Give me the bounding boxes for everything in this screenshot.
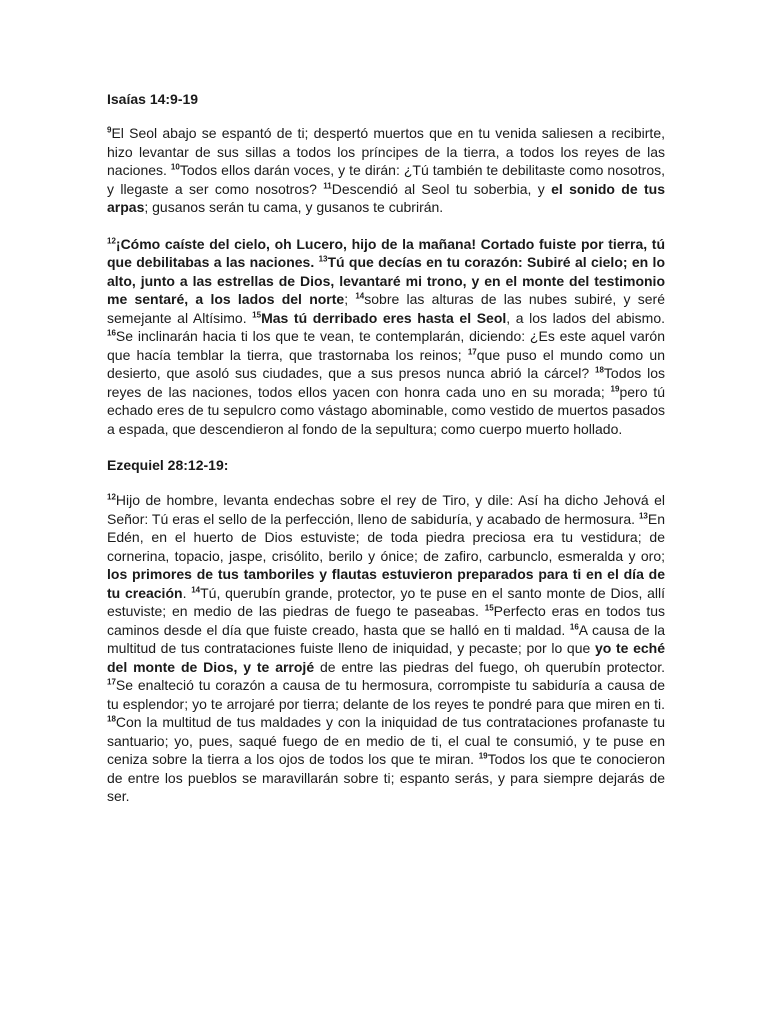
verse-text: Todos ellos darán voces, y te dirán: ¿Tú también te debilitaste como nosotros, y llegaste a ser como nosotros? [107, 162, 665, 197]
verse-text: que puso el mundo como un desierto, que asoló sus ciudades, que a sus presos nunca abrió la cárcel? [107, 346, 665, 381]
verse-number: 17 [467, 346, 477, 356]
verse-number: 16 [107, 328, 116, 338]
verse-text: . [182, 584, 192, 601]
paragraph-isaias-9-11 [107, 124, 665, 217]
verse-text: ; [344, 291, 356, 307]
paragraph-ezequiel-12-19 [107, 491, 665, 806]
verse-text: pero tú echado eres de tu sepulcro como vástago abominable, como vestido de muertos pasados a espada, que descendieron al fondo de la sepultura; como cuerpo muerto hollado. [107, 383, 665, 437]
emphasized-text: ¡Cómo caíste del cielo, oh Lucero, hijo de la mañana! Cortado fuiste por tierra, tú que debilitabas a las naciones. [107, 235, 665, 270]
emphasized-text: Tú que decías en tu corazón: Subiré al cielo; en lo alto, junto a las estrellas de Dios, levantaré mi trono, y en el monte del testimonio me sentaré, a los lados del norte [107, 254, 665, 307]
verse-number: 11 [323, 180, 332, 190]
emphasized-text: yo te eché del monte de Dios, y te arrojé [107, 640, 665, 675]
verse-number: 19 [478, 751, 488, 761]
verse-number: 10 [170, 162, 180, 172]
verse-number: 13 [318, 254, 328, 264]
verse-number: 15 [484, 603, 494, 613]
verse-text: En Edén, en el huerto de Dios estuviste; de toda piedra preciosa era tu vestidura; de cornerina, topacio, jaspe, crisólito, berilo y ónice; de zafiro, carbunclo, esmeralda y oro; [107, 510, 665, 564]
verse-text: A causa de la multitud de tus contrataciones fuiste lleno de iniquidad, y pecaste; por lo que [107, 621, 665, 656]
emphasized-text: los primores de tus tamboriles y flautas estuvieron preparados para ti en el día de tu creación [107, 566, 665, 601]
verse-number: 19 [610, 383, 620, 393]
heading-isaias: Isaías 14:9-19 [107, 91, 199, 107]
verse-number: 18 [595, 365, 604, 375]
verse-number: 16 [569, 621, 579, 631]
verse-text: de entre las piedras del fuego, oh querubín protector. [314, 658, 665, 675]
verse-number: 14 [191, 584, 201, 594]
verse-text: Se enalteció tu corazón a causa de tu hermosura, corrompiste tu sabiduría a causa de tu esplendor; yo te arrojaré por tierra; delante de los reyes te pondré para que miren en ti. [107, 677, 665, 712]
verse-text: Perfecto eras en todos tus caminos desde el día que fuiste creado, hasta que se halló en ti maldad. [107, 603, 665, 638]
verse-text: Tú, querubín grande, protector, yo te puse en el santo monte de Dios, allí estuviste; en medio de las piedras de fuego te paseabas. [107, 584, 665, 619]
verse-text: Con la multitud de tus maldades y con la iniquidad de tus contrataciones profanaste tu santuario; yo, pues, saqué fuego de en medio de ti, el cual te consumió, y te puse en ceniza sobre la tierra a los ojos de todos los que te miran. [107, 714, 665, 767]
verse-text: , a los lados del abismo. [506, 309, 665, 326]
verse-text: Descendió al Seol tu soberbia, y [331, 180, 552, 197]
emphasized-text: Mas tú derribado eres hasta el Seol [261, 309, 507, 326]
verse-number: 15 [252, 309, 262, 319]
heading-ezequiel: Ezequiel 28:12-19: [107, 457, 229, 473]
verse-text: Se inclinarán hacia ti los que te vean, te contemplarán, diciendo: ¿Es este aquel varón que hacía temblar la tierra, que trastornaba los reinos; [107, 328, 665, 363]
verse-number: 9 [107, 125, 112, 135]
verse-text: Todos los reyes de las naciones, todos ellos yacen con honra cada uno en su morada; [107, 365, 665, 400]
verse-number: 12 [107, 235, 116, 245]
verse-text: ; gusanos serán tu cama, y gusanos te cubrirán. [144, 199, 444, 215]
verse-number: 18 [107, 714, 116, 724]
verse-number: 17 [107, 677, 116, 687]
verse-number: 12 [107, 492, 116, 502]
verse-number: 13 [638, 510, 648, 520]
verse-text: El Seol abajo se espantó de ti; despertó muertos que en tu venida saliesen a recibirte, hizo levantar de sus sillas a todos los príncipes de la tierra, a todos los reyes de las naciones. [107, 125, 665, 178]
verse-text: Hijo de hombre, levanta endechas sobre el rey de Tiro, y dile: Así ha dicho Jehová el Señor: Tú eras el sello de la perfección, lleno de sabiduría, y acabado de hermosura. [107, 492, 665, 527]
verse-text: Todos los que te conocieron de entre los pueblos se maravillarán sobre ti; espanto serás, y para siempre dejarás de ser. [107, 751, 665, 804]
paragraph-isaias-12-19 [107, 235, 665, 439]
verse-text: sobre las alturas de las nubes subiré, y seré semejante al Altísimo. [107, 291, 665, 326]
verse-number: 14 [355, 291, 365, 301]
emphasized-text: el sonido de tus arpas [107, 180, 665, 215]
